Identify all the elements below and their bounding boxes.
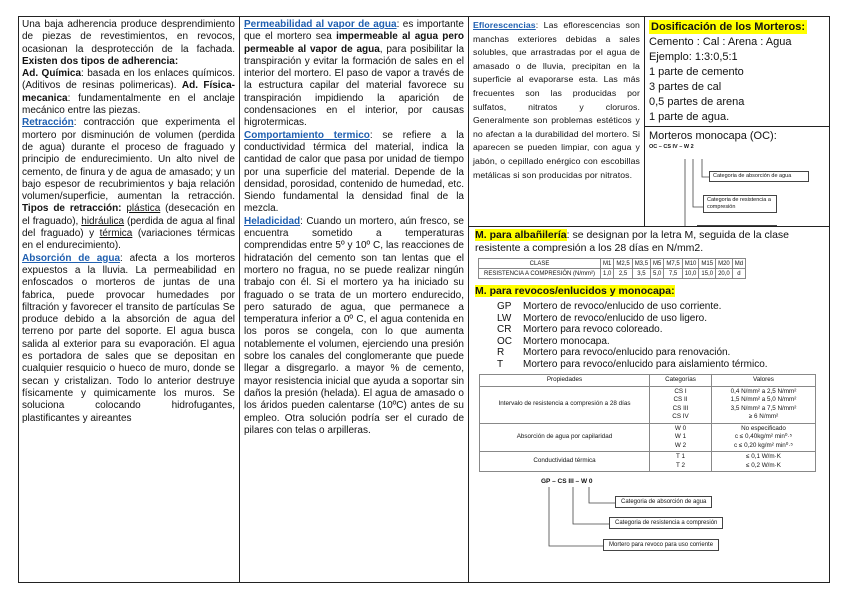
monocapa-connector-lines [645,157,830,227]
dos-line: Ejemplo: 1:3:0,5:1 [649,51,738,63]
revocos-title [475,285,675,297]
tipo-code: LW [497,312,512,324]
tipo-desc: Mortero para revoco coloreado. [523,324,663,335]
plastica-term: plástica [126,203,161,215]
termico-paragraph [244,130,464,216]
column-eflorescencias [469,16,645,227]
monocapa-box-absorcion: Categoria de absorción de agua [709,171,809,182]
termica-text: (variaciones térmicas en el endurecimiento). [22,228,235,252]
dosificacion-box [645,16,830,126]
absorcion-text: : afecta a los morteros expuestos a la lluvia. La permeabilidad en enfoscados o morteros de juntas de una fabrica, puede provocar humedades por filtración y favorecer el transito de partículas Se produce debido a la absorción de agua del terreno por parte del soporte. El agua busca salida al exterior para su evaporación. El agua es portadora de sales que se depositan en cualquier resquicio o hueco de muro, donde se secan y cristalizan. Todo lo anterior destruye físicamente y quimicamente los muros. Se soluciona colocando hidrofugantes, plastificantes y aireantes [22,252,235,424]
valor-value: 3,5 N/mm² a 7,5 N/mm² [730,404,797,412]
absorcion-link[interactable]: Absorción de agua [22,252,121,264]
list-item [497,324,824,336]
section-clasificacion [469,227,830,583]
dos-line: 3 partes de cal [649,81,722,93]
permeabilidad-link[interactable]: Permeabilidad al vapor de agua [244,19,397,30]
table-row [480,375,816,387]
list-item [497,336,824,348]
gp-code: GP – CS III – W 0 [541,478,593,485]
column-header: Categorías [650,375,712,387]
clase-cell: M7,5 [664,259,682,269]
eflorescencias-text: : Las eflorescencias son manchas exteriores debidas a sales solubles, que arrastradas por el agua de amasado o de lluvia, precipitan en la superficie al evaporarse esta. Las más frecuentes son las producidas por sulfatos, nitratos y cloruros. Generalmente son problemas estéticos y no afectan a la durabilidad del mortero. Si aparecen se pueden limpiar, con agua y jabón, o cepillado enérgico con escobillas metálicas si son producidas por nitratos. [473,20,640,180]
categoria-cell [650,423,712,452]
categoria-cell [650,452,712,472]
clase-cell: M2,5 [614,259,632,269]
hidraulica-text: (perdida de agua al final del fraguado) y [22,215,235,240]
eflorescencias-link[interactable]: Eflorescencias [473,20,536,30]
albanileria-title: M. para albañilería [475,229,567,241]
termico-link[interactable]: Comportamiento termico [244,129,370,141]
resistencia-cell: 2,5 [614,269,632,279]
monocapa-code: OC – CS IV – W 2 [649,144,694,150]
valor-cell [712,452,816,472]
tipos-list [497,301,824,370]
clase-cell: M10 [682,259,699,269]
retraccion-paragraph [22,117,235,252]
dos-line: Cemento : Cal : Arena : Agua [649,36,792,48]
gp-box-uso: Mortero para revoco para uso corriente [603,539,719,551]
termico-text: : se refiere a la conductividad térmica del material, indica la cantidad de calor que pasa por unidad de tiempo por una superficie del material. Depende de la densidad, porosidad, contenido de humedad, etc. Siendo fundamental la densidad final de la mezcla. [244,129,464,215]
column-dosificacion [645,16,830,227]
categoria-value: W 0 [674,424,687,432]
gp-box-absorcion: Categoria de absorción de agua [615,496,712,508]
propiedad-cell: Intervalo de resistencia a compresión a 28 días [480,386,650,423]
tipo-code: T [497,358,504,370]
clase-cell: M1 [601,259,614,269]
perm-bold: impermeable al agua pero permeable al vapor de agua [244,31,464,55]
valor-value: ≤ 0,2 W/m·K [746,461,781,469]
tipo-desc: Mortero para revoco/enlucido para aislamiento térmico. [523,358,768,370]
perm-text-b: , para posibilitar la transpiración y evitar la formación de sales en el interior del mortero. El paso de vapor a través de la estructura capilar del material favorece su transpiración impidiendo la aparición de condensaciones en el interior, por causas higrotermicas. [244,43,465,129]
dos-line: 1 parte de cemento [649,66,744,78]
dos-line: 1 parte de agua. [649,111,730,123]
table-row [480,423,816,452]
revocos-colon: : [671,285,675,297]
dosificacion-title-text: Dosificación de los Morteros [651,21,802,33]
dosificacion-title [649,20,807,34]
tipo-code: GP [497,301,512,312]
resistencia-cell: 3,5 [632,269,650,279]
categoria-value: CS III [672,404,689,412]
clase-cell: M15 [699,259,716,269]
tipo-code: R [497,347,505,358]
plastica-text: (desecación en el fraguado), [22,203,235,227]
categoria-value: T 2 [676,461,685,469]
valor-value: ≥ 6 N/mm² [748,413,779,420]
albanileria-heading [475,229,824,255]
tipos-title: Existen dos tipos de adherencia: [22,55,179,67]
quimica-label: Ad. Química [22,68,82,80]
propiedad-cell: Absorción de agua por capilaridad [480,423,650,452]
resistencia-cell: 5,0 [651,269,664,279]
hidraulica-term: hidráulica [81,215,125,227]
list-item [497,313,824,325]
tipo-code: OC [497,335,512,347]
resistencia-cell: 7,5 [664,269,682,279]
valor-value: ≤ 0,1 W/m·K [746,453,781,460]
clase-header: CLASE [479,259,601,269]
clase-cell: Md [732,259,745,269]
resistencia-cell: d [732,269,745,279]
monocapa-box-resistencia: Categoria de resistencia a compresión [703,195,777,213]
tipos-retraccion-label: Tipos de retracción: [22,203,122,215]
monocapa-box [645,126,830,227]
categoria-value: T 1 [676,453,685,460]
resistencia-cell: 15,0 [699,269,716,279]
categoria-value: W 1 [674,433,687,440]
tipo-desc: Mortero de revoco/enlucido de uso ligero. [523,312,707,324]
resistencia-cell: 10,0 [682,269,699,279]
valor-value: No especificado [741,424,786,432]
dos-line: 0,5 partes de arena [649,96,745,108]
resistencia-label: RESISTENCIA A COMPRESIÓN (N/mm²) [479,269,601,279]
propiedades-table [479,374,816,472]
clase-cell: M3,5 [632,259,650,269]
termica-term: térmica [99,228,133,240]
perm-text-a: : es importante que el mortero sea [244,19,464,43]
revocos-title-text: M. para revocos/enlucidos y monocapa [475,285,672,297]
dosificacion-colon: : [801,21,806,33]
categoria-value: W 2 [674,441,687,449]
list-item [497,301,824,313]
albanileria-text: : se designan por la letra M, seguida de la clase resistente a compresión a los 28 días en N/mm2. [475,229,790,254]
fisica-label: Ad. Física-mecanica [22,80,236,104]
quimica-text: : basada en los enlaces químicos. (Aditivos de resinas polimericas). [22,68,235,92]
valor-value: c ≤ 0,20 kg/m² min⁰·⁵ [734,441,793,449]
revocos-heading [475,285,824,298]
valor-value: 0,4 N/mm² a 2,5 N/mm² [730,387,797,395]
resistencia-cell: 20,0 [716,269,733,279]
column-header: Valores [712,375,816,387]
permeabilidad-paragraph [244,19,464,130]
categoria-cell [650,386,712,423]
tipo-desc: Mortero monocapa. [523,335,610,347]
heladicidad-paragraph [244,216,464,437]
monocapa-title: Morteros monocapa (OC): [649,130,777,142]
retraccion-text: : contracción que experimenta el mortero por disminución de volumen (perdida de agua) durante el proceso de fraguado y principio de endurecimiento. Un alto nivel de cemento, de finura y de agua de amasado; y un bajo espesor de recubrimientos y baja relación volumen/superficie, aumentan la retracción. [22,117,235,203]
table-row [480,386,816,423]
list-item [497,347,824,359]
categoria-value: CS II [673,396,688,403]
clase-cell: M5 [651,259,664,269]
valor-value: c ≤ 0,40kg/m² min⁰·⁵ [734,433,793,440]
eflorescencias-paragraph [473,19,640,182]
categoria-value: CS I [674,387,687,395]
resistencia-cell: 1,0 [601,269,614,279]
column-propiedades [240,16,469,583]
table-row [479,259,746,269]
column-adherencia [18,16,240,583]
heladicidad-text: : Cuando un mortero, aún fresco, se encuentra sometido a temperaturas comprendidas entre 5º y 10º C, las reacciones de hidratación del cemento son tan lentas que el mortero no fragua, no se puede realizar ningún trabajo con él. Si el mortero ya ha iniciado su fraguado o se trata de un mortero endurecido, pero saturado de agua, que permanece a temperatura inferior a 0º C, el agua contenida en los poros se congela, con lo que aumenta notablemente el volumen, ejerciendo una presión sobre los canales del conglomerante que puede llegar a disgregarlo. a mayor % de cemento, mayor resistencia inicial que ayuda a soportar sin daños la presión (helada). El agua de amasado o los áridos pueden calentarse (10ºC) antes de su empleo. Otra solución podría ser el curado de pilares con telas o arpilleras. [244,215,464,436]
valor-cell [712,386,816,423]
tipo-code: CR [497,324,512,335]
categoria-value: CS IV [672,413,689,420]
tipo-desc: Mortero para revoco/enlucido para renovación. [523,347,731,358]
propiedad-cell: Conductividad térmica [480,452,650,472]
valor-value: 1,5 N/mm² a 5,0 N/mm² [730,396,797,403]
table-row [479,269,746,279]
absorcion-paragraph [22,253,235,425]
tipo-desc: Mortero de revoco/enlucido de uso corriente. [523,301,722,312]
column-header: Propiedades [480,375,650,387]
retraccion-link[interactable]: Retracción [22,117,74,129]
list-item [497,359,824,371]
valor-cell [712,423,816,452]
clase-cell: M20 [716,259,733,269]
table-row [480,452,816,472]
gp-diagram [475,478,824,558]
heladicidad-link[interactable]: Heladicidad [244,215,301,227]
clases-table [478,258,746,279]
gp-box-resistencia: Categoria de resistencia a compresión [609,517,723,529]
fisica-text: : fundamentalmente en el anclaje mecánico entre las piezas. [22,92,235,117]
intro-text: Una baja adherencia produce desprendimiento de piezas de revestimientos, en revocos, ocasionan la desprotección de la fachada. [22,19,235,55]
adherencia-paragraph [22,19,235,117]
